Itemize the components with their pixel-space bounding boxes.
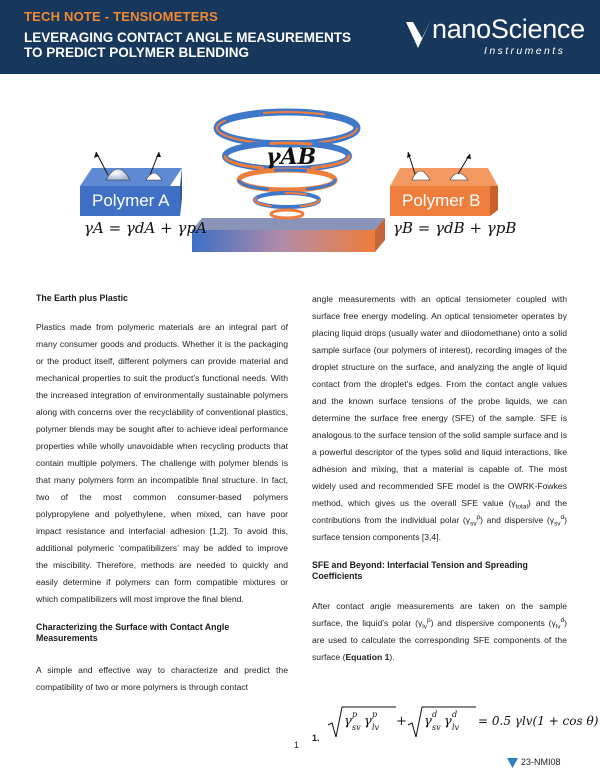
polymer-b-equation: γB = γdB + γpB bbox=[393, 219, 517, 237]
svg-text:sv: sv bbox=[352, 723, 361, 732]
figure-illustration bbox=[70, 100, 540, 280]
equation-number: 1. bbox=[312, 733, 320, 743]
svg-text:γ: γ bbox=[444, 714, 452, 729]
equation-rhs: = 0.5 γlv(1 + cos θ) bbox=[478, 714, 599, 728]
polymer-b-label: Polymer B bbox=[402, 191, 481, 210]
logo-sub-text: Instruments bbox=[484, 45, 566, 57]
svg-text:+: + bbox=[396, 714, 407, 729]
paragraph-characterizing: A simple and effective way to characterize and predict the compatibility of two or more polymers is through contact bbox=[36, 665, 288, 692]
right-column bbox=[312, 291, 567, 666]
logo-main-text: nanoScience bbox=[432, 14, 585, 44]
svg-text:γ: γ bbox=[424, 714, 432, 729]
document-code: 23-NMI08 bbox=[521, 757, 561, 767]
svg-text:γ: γ bbox=[364, 714, 372, 729]
gamma-ab-label: γAB bbox=[266, 144, 317, 170]
section-heading-sfe-beyond: SFE and Beyond: Interfacial Tension and Spreading Coefficients bbox=[312, 560, 528, 581]
polymer-a-equation: γA = γdA + γpA bbox=[84, 219, 207, 237]
paragraph-earth-plastic: Plastics made from polymeric materials are an integral part of many consumer goods and products. Whether it is the packaging or the product itself, different polymers can provide material and mechanical properties to suit the product’s functional needs. With the increased integration of environmentally sustainable polymers along with concerns over the recyclability of conventional plastics, polymer blends may be sought after to achieve ideal performance properties while wholly unavoidable when recycling products that contain multiple polymers. The challenge with polymer blends is that many polymers form an incompatible final structure. In fact, two of the most common consumer-based polymers polypropylene and polyethylene, when mixed, can have poor impact resistance and interfacial adhesion [1,2]. To avoid this, additional polymeric ‘compatibilizers’ may be added to improve the miscibility. Therefore, methods are needed to quickly and easily determine if polymers can form compatible mixtures or which compatibilizers will most improve the final blend. bbox=[36, 322, 288, 604]
equation-formula bbox=[326, 703, 599, 749]
svg-text:d: d bbox=[452, 710, 458, 719]
svg-text:γ: γ bbox=[344, 714, 352, 729]
section-heading-characterizing: Characterizing the Surface with Contact Angle Measurements bbox=[36, 622, 230, 643]
blend-bar-top bbox=[192, 218, 385, 230]
company-logo bbox=[404, 14, 594, 64]
svg-text:sv: sv bbox=[432, 723, 441, 732]
svg-text:lv: lv bbox=[372, 723, 380, 732]
tech-note-label: TECH NOTE - TENSIOMETERS bbox=[24, 9, 219, 24]
page-number: 1 bbox=[294, 740, 300, 750]
equation-1 bbox=[312, 703, 599, 751]
svg-text:p: p bbox=[372, 710, 378, 719]
logo-mark-icon bbox=[404, 18, 434, 52]
document-title: LEVERAGING CONTACT ANGLE MEASUREMENTS TO PREDICT POLYMER BLENDING bbox=[24, 30, 352, 60]
section-heading-earth-plastic: The Earth plus Plastic bbox=[36, 293, 128, 303]
header-banner bbox=[0, 0, 600, 74]
footer-logo-mark-icon bbox=[507, 758, 518, 768]
paragraph-sfe-beyond: After contact angle measurements are taken on the sample surface, the liquid’s polar $(\gamma_{lv}^p)$ and dispersive components $(\gamma_{lv}^d)$ are used to calculate the corresponding SFE components of the surface (Equation 1). bbox=[312, 601, 567, 662]
left-column bbox=[36, 291, 288, 696]
polymer-blend-figure bbox=[70, 100, 540, 280]
polymer-a-block-top bbox=[80, 168, 182, 186]
blend-bar bbox=[192, 230, 375, 252]
polymer-b-block-top bbox=[390, 168, 498, 186]
svg-text:d: d bbox=[432, 710, 438, 719]
svg-text:p: p bbox=[352, 710, 358, 719]
polymer-a-label: Polymer A bbox=[92, 191, 170, 210]
paragraph-tensiometer: angle measurements with an optical tensiometer coupled with surface free energy modeling. An optical tensiometer operates by placing liquid drops (usually water and diiodomethane) onto a solid sample surface (our polymers of interest), recording images of the droplet structure on the surface, and analyzing the angle of liquid contact from the droplet’s edges. From the contact angle values and the known surface tensions of the probe liquids, we can determine the surface free energy (SFE) of the sample. SFE is analogous to the surface tension of the solid sample surface and is a powerful descriptor of the types solid and liquid interactions, like adhesion and mixing, that a material is capable of. The most widely used and recommended SFE model is the OWRK-Fowkes method, which gives us the overall SFE value $(\gamma_{total})$ and the contributions from the individual polar $(\gamma_{sv}^p)$ and dispersive $(\gamma_{sv}^d)$ surface tension components [3,4]. bbox=[312, 294, 567, 542]
svg-text:lv: lv bbox=[452, 723, 460, 732]
